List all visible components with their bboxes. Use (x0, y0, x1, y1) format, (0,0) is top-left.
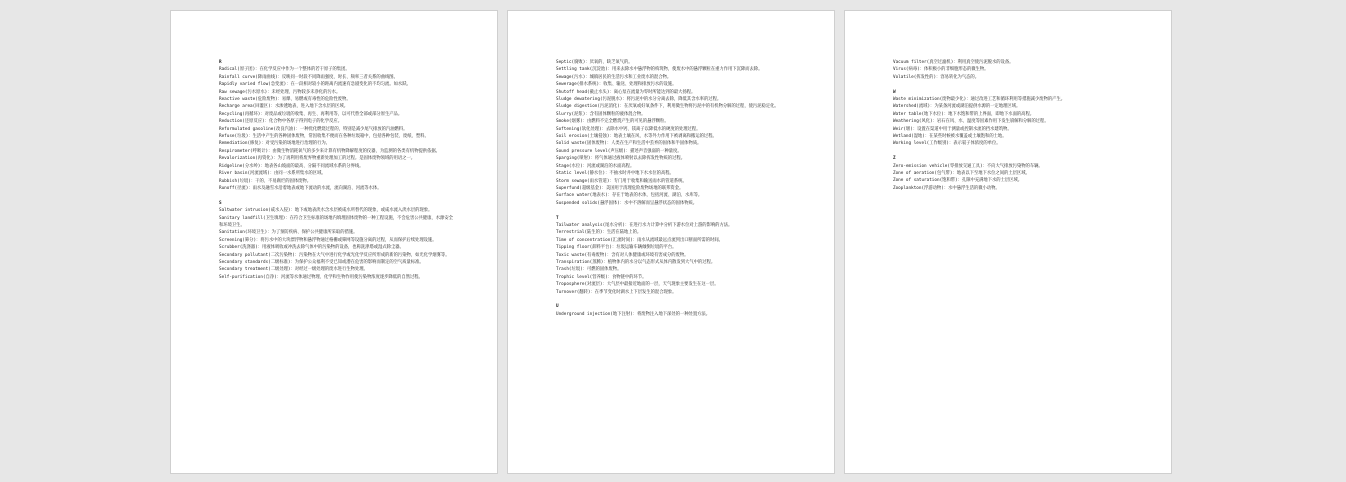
glossary-entry: Toxic waste(有毒废物)：含有对人体健康或环境有害成分的废物。 (556, 252, 689, 258)
glossary-entry: Watershed(流域)：为某条河流或湖泊提供水源的一定地理区域。 (893, 104, 1021, 110)
glossary-entry: Wetland(湿地)：在某些时候被水覆盖或土壤饱和的土地。 (893, 134, 1007, 140)
glossary-entry: Soil erosion(土壤侵蚀)：地表土壤在风、水等外力作用下被剥离和搬运的过程。 (556, 134, 717, 140)
glossary-entry: Sparging(喷射)：将气体通过液体喷射以去除挥发性物质的过程。 (556, 156, 685, 162)
glossary-entry: Tailwater analysis(尾水分析)：在进行水力计算中分析下游水位对上游的影响的方法。 (556, 222, 733, 228)
glossary-entry: Refuse(垃圾)：生活中产生的各种固体废物，常因收集不便而在各种垃圾箱中，包括各种包装、废纸、塑料。 (219, 134, 429, 140)
glossary-entry: Reactive waste(危险废物)：易爆、易燃或有毒性的危险性废物。 (219, 97, 351, 103)
glossary-entry: Softening(软化处理)：去除水中钙、镁离子以降低水的硬度的处理过程。 (556, 126, 701, 132)
glossary-section (893, 89, 1131, 148)
glossary-entry: Weir(堰)：设置在渠道中用于测量或控制水流的挡水建筑物。 (893, 126, 1012, 132)
glossary-entry: Screening(筛分)：将污水中的大块漂浮物和悬浮物通过格栅或筛网等设施分离的过程，从而保护后续处理设施。 (219, 237, 437, 243)
glossary-entry: Recycling(再循环)：对废品或垃圾的收集、再生、再利用等，以可代替全部或部分原生产品。 (219, 111, 403, 117)
glossary-entry: Storm sewage(雨水管道)：专门用于收集和输送雨水的管道系统。 (556, 178, 687, 184)
glossary-section (219, 59, 457, 192)
glossary-section (893, 155, 1131, 192)
glossary-entry: Settling tank(沉淀池)：用来去除水中悬浮物的构筑物，使废水中的悬浮颗粒在重力作用下沉降而去除。 (556, 67, 763, 73)
glossary-entry: Suspended solids(悬浮固体)：水中不溶解而呈悬浮状态的固体物质。 (556, 200, 698, 206)
glossary-entry: Tipping floor(卸料平台)：垃圾运输车辆倾倒垃圾的平台。 (556, 245, 677, 251)
glossary-entry: Trophic level(营养级)：食物链中的环节。 (556, 274, 647, 280)
glossary-entry: Sludge dewatering(污泥脱水)：将污泥中的水分分离去除，降低其含水率的过程。 (556, 97, 722, 103)
glossary-entry: Zone of saturation(饱和带)：孔隙中充满地下水的土层区域。 (893, 178, 1023, 184)
glossary-entry: Respirometer(呼吸计)：由微生物消耗氧气的多少来计算有机物降解程度的仪器，为监测的各类有机物提供依据。 (219, 148, 440, 154)
glossary-entry: Zero-emission vehicle(零排放交通工具)：不向大气排放污染物的车辆。 (893, 163, 1043, 169)
glossary-entry: Stage(水位)：河流或湖泊的水面高程。 (556, 163, 635, 169)
section-letter-heading: Z (893, 156, 896, 162)
glossary-entry: Vacuum filter(真空过滤机)：利用真空使污泥脱水的设备。 (893, 60, 1014, 65)
glossary-entry: Raw sewage(污水原水)：未经处理、污物较多未净化的污水。 (219, 89, 341, 95)
glossary-entry: Revalorization(再资化)：为了再利用将废弃物重新处理加工的过程。是固体废物领域的用语之一。 (219, 156, 416, 162)
glossary-entry: Underground injection(地下注射)：将废物注入地下深处的一种处置方法。 (556, 311, 711, 317)
glossary-entry: Solid waste(固体废物)：人类在生产和生活中丢弃的固体和半固体物质。 (556, 141, 702, 147)
glossary-entry: Secondary standards(二级标准)：为保护公众福利不受已知或潜在危害的影响而制定的空气质量标准。 (219, 259, 424, 265)
glossary-section (556, 303, 794, 318)
glossary-entry: Recharge area(回灌区)：水渗透地表、进入地下含水层的区域。 (219, 104, 349, 110)
glossary-entry: Remediation(修复)：对受污染的场地进行治理的行为。 (219, 141, 330, 147)
glossary-entry: Weathering(风化)：岩石在风、水、温度等因素作用下发生崩解和分解的过程。 (893, 119, 1049, 125)
glossary-entry: Smoke(烟雾)：由燃料不完全燃烧产生的可见的悬浮颗粒。 (556, 119, 669, 125)
glossary-entry: Self-purification(自净)：河流等水体通过物理、化学和生物作用使污染物浓度逐步降低的自然过程。 (219, 274, 423, 280)
page-1-content (219, 59, 457, 289)
document-page-3 (844, 10, 1172, 474)
section-letter-heading: U (556, 304, 559, 310)
page-3-content (893, 59, 1131, 200)
glossary-entry: Trash(垃圾)：可燃的固体废物。 (556, 267, 622, 273)
document-page-1 (170, 10, 498, 474)
glossary-entry: Rapidly varied flow(急变流)：在一段相对较小的距离内流速有急剧变化的不均匀流。如水跃。 (219, 82, 411, 88)
glossary-entry: Secondary pollutant(二次污染物)：污染物在大气中进行化学或光化学反应所形成的新的污染物，如光化学烟雾等。 (219, 252, 450, 258)
glossary-entry: Radical(原子团)：在化学反应中作为一个整体的若干原子的集团。 (219, 67, 350, 73)
glossary-entry: Reformulated gasoline(改良汽油)：一种优化燃烧过程的，特别是减少尾气排放的汽油燃料。 (219, 126, 408, 132)
glossary-entry: Virus(病毒)：体积极小的非细胞形态的微生物。 (893, 67, 989, 73)
section-letter-heading: T (556, 215, 559, 221)
glossary-entry: Septic(腐败)：厌氧的、缺乏氧气的。 (556, 60, 633, 65)
glossary-entry: Time of concentration(汇流时间)：雨水从流域最远点流到出口断面所需的时间。 (556, 237, 723, 243)
glossary-entry: Zooplankton(浮游动物)：水中悬浮生活的微小动物。 (893, 185, 1000, 191)
glossary-entry: Troposphere(对流层)：大气层中最接近地面的一层，天气现象主要发生在这一层。 (556, 282, 719, 288)
glossary-entry: Static level(静水位)：不抽水时井中地下水水位的高程。 (556, 171, 674, 177)
glossary-entry: Shutoff head(截止水头)：离心泵在流量为零时所能达到的最大扬程。 (556, 89, 696, 95)
glossary-section (556, 215, 794, 296)
glossary-entry: Rubbish(垃圾)：干的、不易腐烂的固体废物。 (219, 178, 312, 184)
glossary-entry: Surface water(地表水)：存在于地表的水体，包括河流、湖泊、水库等。 (556, 193, 703, 199)
glossary-entry: Secondary treatment(二级处理)：对经过一级处理的废水进行生物处理。 (219, 267, 368, 273)
glossary-entry: Water table(地下水位)：地下水饱和带的上界面，即地下水面的高程。 (893, 111, 1035, 117)
glossary-entry: Zone of aeration(包气带)：地表以下至地下水位之间的土层区域。 (893, 171, 1030, 177)
section-letter-heading: R (219, 60, 222, 65)
glossary-entry: Runoff(径流)：雨水及融雪水沿着地表或地下流动的水流，流向湖泊、河流等水体。 (219, 185, 382, 191)
glossary-entry: Turnover(翻转)：在季节变化时湖水上下层发生的混合现象。 (556, 289, 677, 295)
glossary-entry: Sanitation(环境卫生)：为了预防疾病、保护公共健康所采取的措施。 (219, 230, 358, 236)
glossary-entry: Rainfall curve(降雨曲线)：反映同一时段不同降雨强度、时长、频率三者关系的曲线图。 (219, 74, 398, 80)
glossary-entry: Terrestrial(陆生的)：生活在陆地上的。 (556, 230, 642, 236)
glossary-entry: Superfund(超级基金)：美国用于清理危险废物场地的联邦资金。 (556, 185, 684, 191)
glossary-entry: Sanitary landfill(卫生填埋)：在符合卫生标准的场地内填埋固体废物的一种工程设施，不会危害公共健康、水源安全和环境卫生。 (219, 215, 453, 228)
glossary-entry: Saltwater intrusion(咸水入侵)：地下或地表淡水含水层被咸水所替代的现象，或咸水流入淡水层的现象。 (219, 208, 433, 214)
glossary-entry: Sewerage(排水系统)：收集、输送、处理和排放污水的设施。 (556, 82, 677, 88)
page-2-content (556, 59, 794, 326)
glossary-entry: Sludge digestion(污泥消化)：在厌氧或好氧条件下，利用微生物将污泥中的有机物分解的过程，使污泥稳定化。 (556, 104, 779, 110)
glossary-entry: Sound pressure level(声压级)：描述声音强弱的一种量度。 (556, 148, 682, 154)
glossary-entry: River basin(河流流域)：由同一水系所集水的区域。 (219, 171, 326, 177)
glossary-section (219, 200, 457, 281)
glossary-entry: Volatile(挥发性的)：容易转化为气态的。 (893, 74, 980, 80)
glossary-section (556, 59, 794, 207)
glossary-entry: Transpiration(蒸腾)：植物体内的水分以气态形式从体内散发到大气中的过程。 (556, 259, 716, 265)
glossary-section (893, 59, 1131, 81)
section-letter-heading: S (219, 200, 222, 206)
glossary-entry: Reduction(还原反应)：化合物中各原子得到电子的化学反应。 (219, 119, 342, 125)
section-letter-heading: W (893, 89, 896, 95)
glossary-entry: Sewage(污水)：城镇居民的生活污水和工业废水的混合物。 (556, 74, 672, 80)
document-page-2 (507, 10, 835, 474)
glossary-entry: Scrubber(洗涤器)：用液体吸收或冲洗去除气体中的污染物的设备，也称洗涤塔或湿式除尘器。 (219, 245, 404, 251)
glossary-entry: Waste minimization(废物最少化)：通过改进工艺和循环利用等措施减少废物的产生。 (893, 97, 1066, 103)
glossary-entry: Slurry(泥浆)：含有固体颗粒的液体混合物。 (556, 111, 646, 117)
glossary-entry: Ridgeline(分水岭)：地表各山坡面的最高、分隔不同流域水系的分界线。 (219, 163, 364, 169)
glossary-entry: Working level(工作级别)：表示氡子体浓度的单位。 (893, 141, 1001, 147)
